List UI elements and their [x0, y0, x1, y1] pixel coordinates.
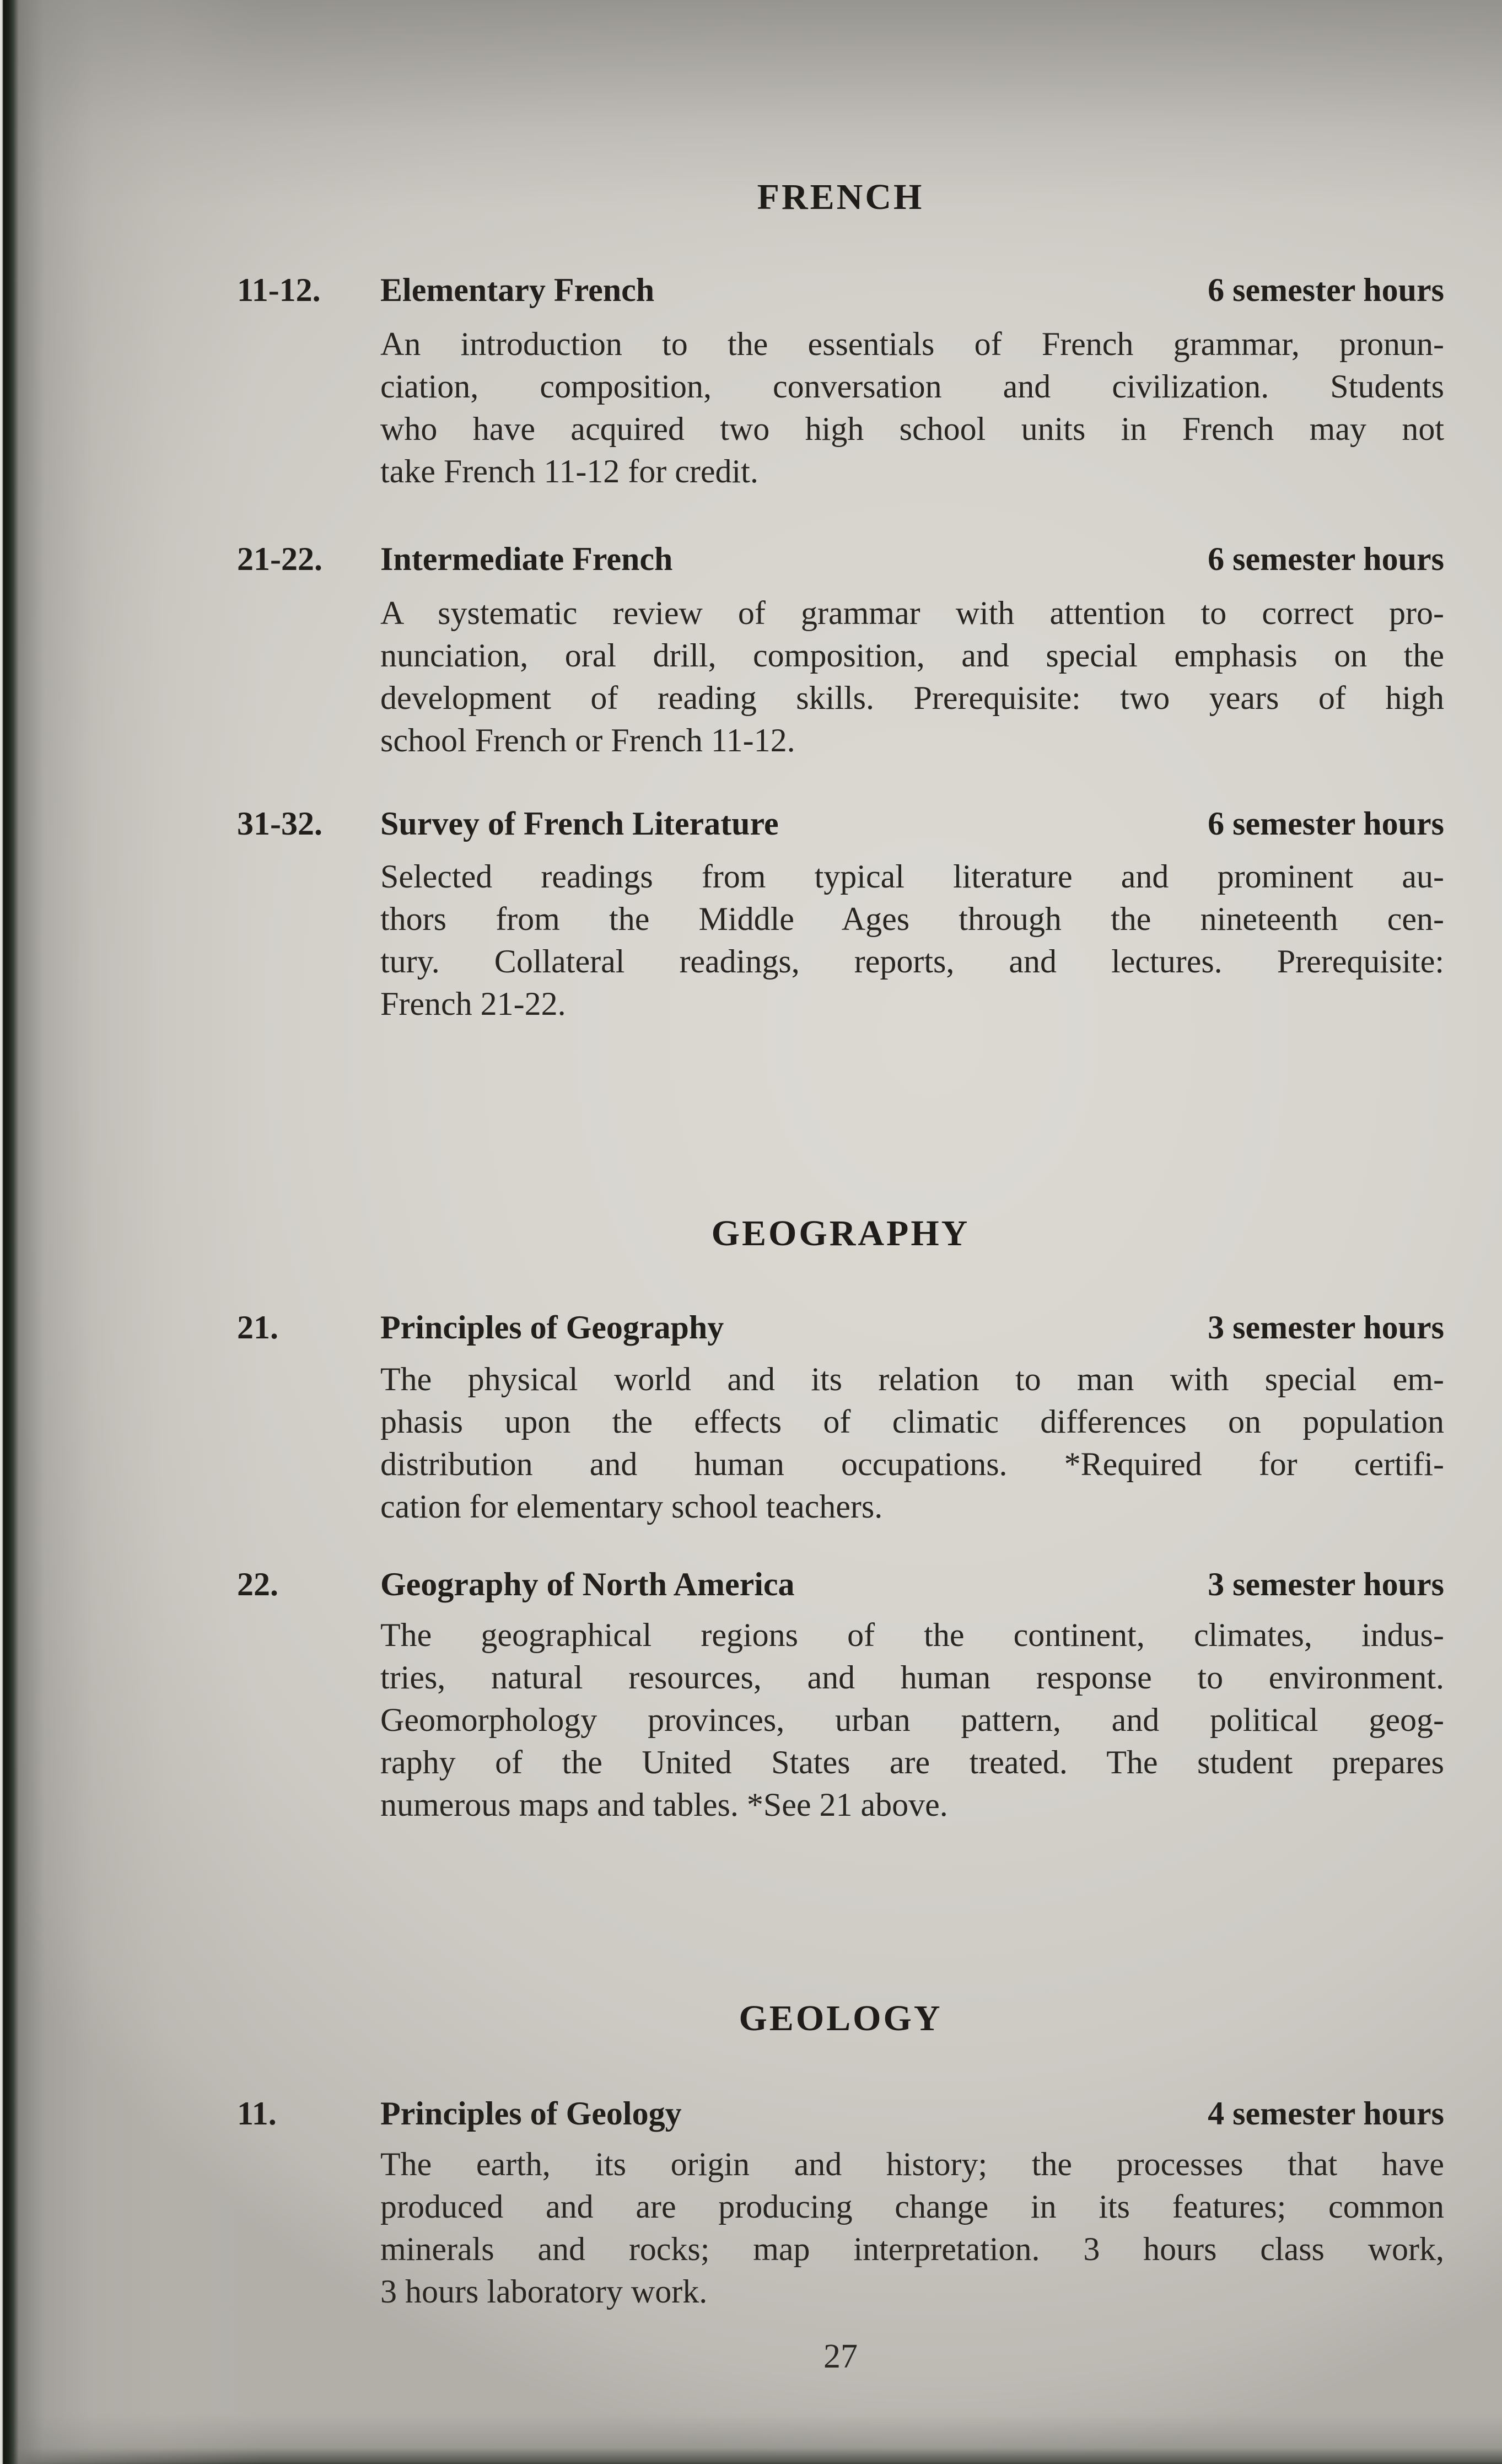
course-number: 11. — [237, 2095, 277, 2132]
course-description — [380, 856, 1444, 1025]
description-line: A systematic review of grammar with attention to correct pro- — [380, 595, 1444, 631]
course-title: Elementary French — [380, 272, 655, 308]
description-line: nunciation, oral drill, composition, and special emphasis on the — [380, 637, 1444, 674]
description-line: school French or French 11-12. — [380, 722, 795, 758]
course-semester-hours: 4 semester hours — [1208, 2095, 1444, 2132]
course-description — [380, 2143, 1444, 2313]
section-heading: GEOLOGY — [739, 1998, 943, 2038]
course-header-row — [237, 1565, 1444, 1610]
course-number: 21. — [237, 1309, 278, 1346]
course-description — [380, 1614, 1444, 1826]
course-title: Principles of Geology — [380, 2095, 682, 2132]
description-line: The physical world and its relation to man with special em- — [380, 1361, 1444, 1397]
description-line: Geomorphology provinces, urban pattern, and political geog- — [380, 1702, 1444, 1738]
description-line: cation for elementary school teachers. — [380, 1488, 883, 1525]
section-heading: FRENCH — [757, 177, 924, 217]
description-line: 3 hours laboratory work. — [380, 2273, 708, 2310]
course-header-row — [237, 805, 1444, 849]
description-line: French 21-22. — [380, 986, 566, 1022]
description-line: who have acquired two high school units in French may not — [380, 411, 1444, 447]
description-line: distribution and human occupations. *Required for certifi- — [380, 1446, 1444, 1482]
description-line: take French 11-12 for credit. — [380, 453, 758, 489]
course-number: 21-22. — [237, 541, 322, 577]
description-line: The geographical regions of the continent, climates, indus- — [380, 1617, 1444, 1653]
course-semester-hours: 3 semester hours — [1208, 1309, 1444, 1346]
description-line: tries, natural resources, and human response to environment. — [380, 1659, 1444, 1696]
course-number: 31-32. — [237, 805, 322, 842]
course-semester-hours: 6 semester hours — [1208, 272, 1444, 308]
course-description — [380, 592, 1444, 762]
course-header-row — [237, 2095, 1444, 2139]
course-title: Survey of French Literature — [380, 805, 779, 842]
course-header-row — [237, 1309, 1444, 1353]
description-line: phasis upon the effects of climatic differences on population — [380, 1403, 1444, 1440]
course-header-row — [237, 271, 1444, 315]
description-line: produced and are producing change in its features; common — [380, 2188, 1444, 2225]
course-description — [380, 323, 1444, 493]
course-description — [380, 1358, 1444, 1528]
course-title: Intermediate French — [380, 541, 673, 577]
course-header-row — [237, 540, 1444, 584]
course-semester-hours: 6 semester hours — [1208, 541, 1444, 577]
description-line: An introduction to the essentials of French grammar, pronun- — [380, 326, 1444, 362]
course-title: Geography of North America — [380, 1566, 795, 1602]
course-number: 22. — [237, 1566, 278, 1602]
description-line: minerals and rocks; map interpretation. 3 hours class work, — [380, 2231, 1444, 2267]
course-number: 11-12. — [237, 272, 321, 308]
description-line: ciation, composition, conversation and civilization. Students — [380, 368, 1444, 405]
description-line: raphy of the United States are treated. The student prepares — [380, 1744, 1444, 1780]
description-line: The earth, its origin and history; the processes that have — [380, 2146, 1444, 2182]
course-semester-hours: 6 semester hours — [1208, 805, 1444, 842]
page-number: 27 — [823, 2338, 858, 2375]
description-line: numerous maps and tables. *See 21 above. — [380, 1787, 948, 1823]
description-line: tury. Collateral readings, reports, and lectures. Prerequisite: — [380, 943, 1444, 980]
description-line: development of reading skills. Prerequisite: two years of high — [380, 680, 1444, 716]
course-title: Principles of Geography — [380, 1309, 724, 1346]
section-heading: GEOGRAPHY — [711, 1213, 970, 1253]
description-line: thors from the Middle Ages through the nineteenth cen- — [380, 901, 1444, 937]
course-semester-hours: 3 semester hours — [1208, 1566, 1444, 1602]
description-line: Selected readings from typical literature and prominent au- — [380, 858, 1444, 895]
